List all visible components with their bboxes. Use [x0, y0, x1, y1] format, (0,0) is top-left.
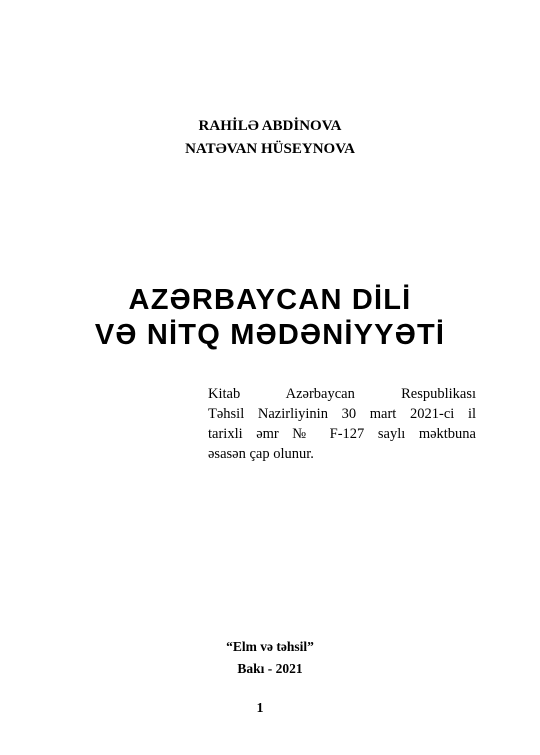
- page-number: 1: [256, 701, 264, 716]
- title-line: VƏ NİTQ MƏDƏNİYYƏTİ: [94, 319, 446, 351]
- publisher-city-year: Bakı - 2021: [237, 661, 303, 676]
- title-line: AZƏRBAYCAN DİLİ: [128, 284, 412, 316]
- book-title: [0, 283, 540, 353]
- publisher-block: [0, 636, 540, 680]
- approval-line: Kitab Azərbaycan Respublikası: [208, 386, 476, 402]
- approval-line: tarixli əmr № F-127 saylı məktbuna: [208, 426, 476, 442]
- publisher-name: “Elm və təhsil”: [226, 639, 314, 654]
- approval-note: [208, 384, 476, 464]
- author-name: RAHİLƏ ABDİNOVA: [198, 118, 342, 134]
- approval-line: əsasən çap olunur.: [208, 446, 314, 462]
- author-block: [0, 115, 540, 161]
- approval-line: Təhsil Nazirliyinin 30 mart 2021-ci il: [208, 406, 476, 422]
- author-name: NATƏVAN HÜSEYNOVA: [185, 141, 355, 157]
